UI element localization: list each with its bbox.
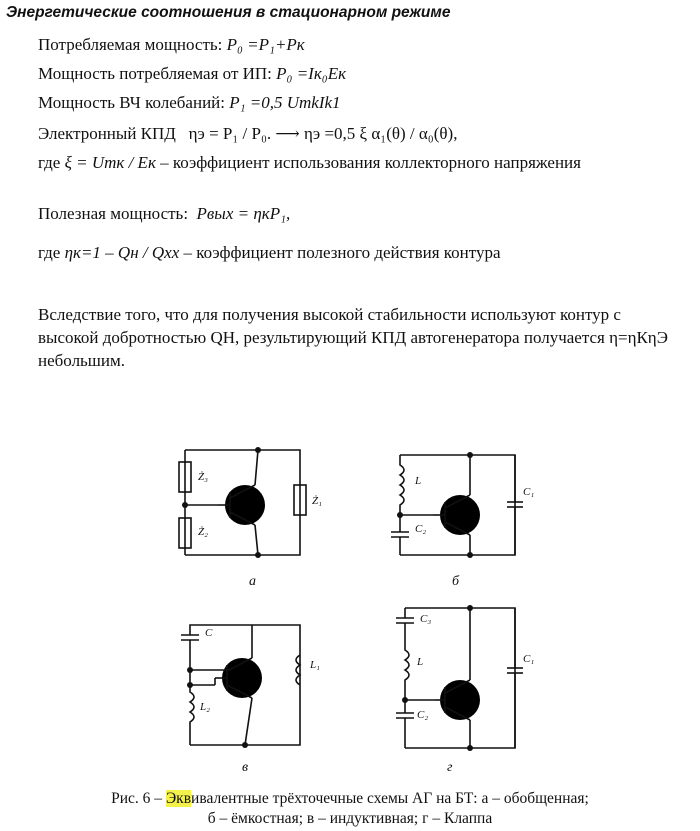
formula-label: Полезная мощность: — [38, 204, 193, 223]
formula-expr: P₁ =0,5 UmkIk1 — [229, 93, 341, 112]
circuit-diagram-b — [385, 440, 535, 570]
caption-rest: ивалентные трёхточечные схемы АГ на БТ: а – обобщенная; — [191, 790, 589, 807]
label-l: L — [415, 475, 422, 487]
inductor-l — [405, 623, 409, 700]
circuit-diagram-v — [170, 610, 320, 755]
formula-desc: – коэффициент полезного действия контура — [179, 243, 501, 262]
diagram-label-g: г — [447, 760, 453, 775]
label-z2: Ż₂ — [198, 526, 208, 538]
label-z3: Ż₃ — [198, 471, 208, 483]
figure-caption-line-1 — [0, 790, 700, 808]
label-z1: Ż₁ — [312, 495, 322, 507]
section-title: Энергетические соотношения в стационарном режиме — [6, 4, 451, 21]
figure-caption-line-2: б – ёмкостная; в – индуктивная; г – Клаппа — [207, 810, 493, 827]
diagram-label-v: в — [242, 760, 249, 775]
formula-label: Мощность потребляемая от ИП: — [38, 64, 277, 83]
formula-expr: ξ = Umк / Eк — [64, 153, 156, 172]
formula-line-2 — [38, 64, 346, 84]
formula-prefix: где — [38, 153, 65, 172]
caption-prefix: Рис. 6 – — [111, 790, 166, 807]
formula-label: Мощность ВЧ колебаний: — [38, 93, 230, 112]
inductor-l — [400, 455, 404, 515]
diagram-label-a: а — [249, 574, 256, 589]
label-l1: L₁ — [310, 659, 320, 671]
conclusion-paragraph: Вследствие того, что для получения высокой стабильности используют контур с высокой добротностью QН, результирующий КПД автогенератора получается η=ηКηЭ небольшим. — [38, 305, 668, 370]
formula-desc: – коэффициент использования коллекторного напряжения — [155, 153, 581, 172]
formula-expr: P₀ =P₁+Pк — [226, 35, 305, 54]
label-l2: L₂ — [200, 701, 210, 713]
formula-line-1 — [38, 35, 305, 55]
label-c2: C₂ — [417, 709, 429, 721]
formula-line-4 — [38, 124, 457, 144]
label-l: L — [417, 656, 424, 668]
formula-line-7 — [38, 243, 501, 263]
formula-label: Электронный КПД — [38, 124, 176, 143]
formula-line-5 — [38, 153, 581, 173]
formula-label: Потребляемая мощность: — [38, 35, 227, 54]
label-c: C — [205, 627, 213, 639]
inductor-l2 — [190, 685, 194, 745]
formula-expr: ηк=1 – Qн / Qхх — [64, 243, 180, 262]
formula-expr: P₀ =Iк₀Eк — [276, 64, 347, 83]
formula-line-6 — [38, 204, 290, 224]
formula-expr: Pвых = ηкP₁, — [196, 204, 291, 223]
label-c1: C₁ — [523, 653, 535, 665]
label-c3: C₃ — [420, 613, 432, 625]
caption-highlight: Экв — [165, 790, 192, 807]
formula-expr: ηэ = P₁ / P₀. ⟶ ηэ =0,5 ξ α₁(θ) / α₀(θ), — [188, 124, 458, 143]
circuit-diagram-g — [385, 600, 535, 755]
formula-prefix: где — [38, 243, 65, 262]
formula-line-3 — [38, 93, 341, 113]
label-c2: C₂ — [415, 523, 427, 535]
circuit-diagram-a — [170, 440, 320, 570]
label-c1: C₁ — [523, 486, 535, 498]
diagram-label-b: б — [452, 574, 460, 589]
